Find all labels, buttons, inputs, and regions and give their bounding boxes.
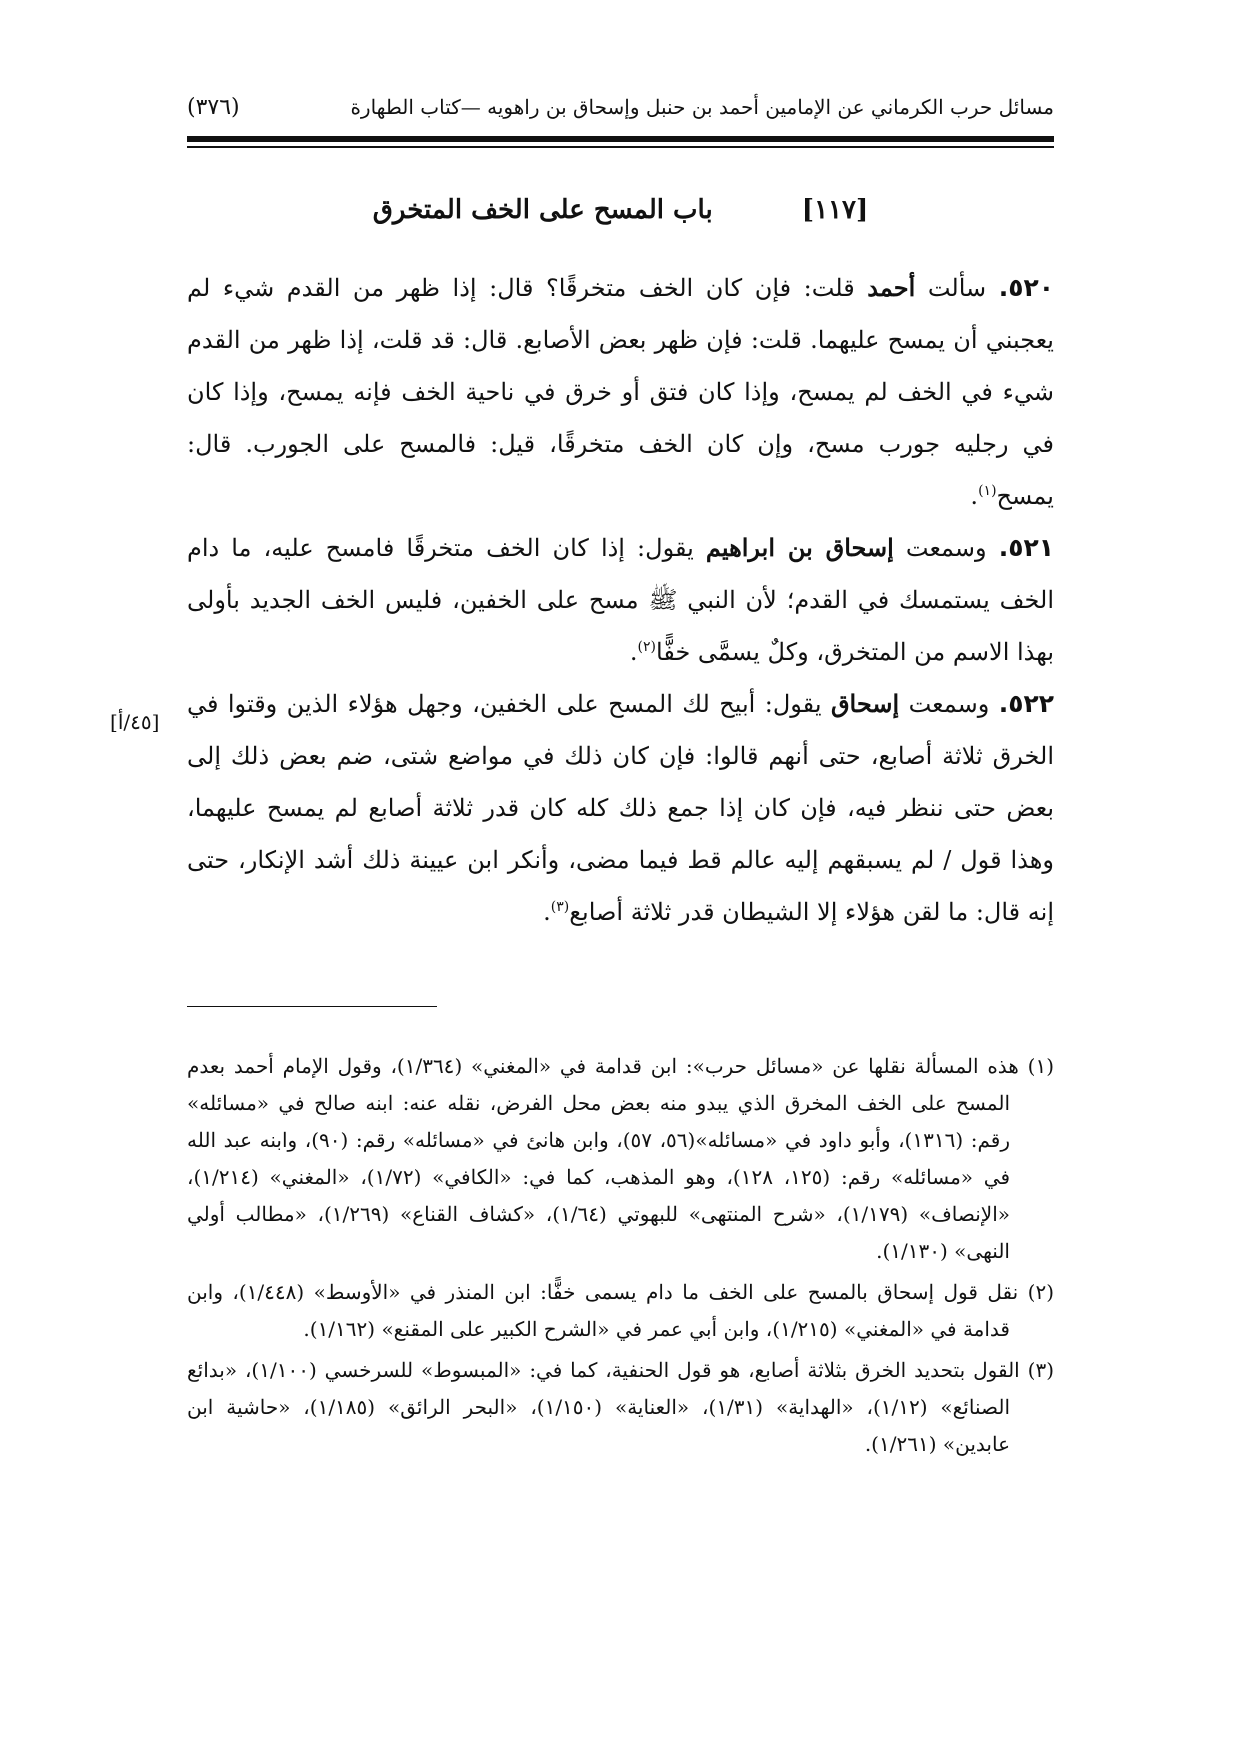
footnotes bbox=[187, 1048, 1054, 1467]
paragraph-text: يقول: أبيح لك المسح على الخفين، وجهل هؤلاء الذين وقتوا في الخرق ثلاثة أصابع، حتى أنهم قالوا: فإن كان ذلك في مواضع شتى، ضم بعض ذلك إلى بعض حتى ننظر فيه، فإن كان إذا جمع ذلك كله كان قدر ثلاثة أصابع لم يمسح عليهما، وهذا قول / لم يسبقهم إليه عالم قط فيما مضى، وأنكر ابن عيينة ذلك أشد الإنكار، حتى إنه قال: ما لقن هؤلاء إلا الشيطان قدر ثلاثة أصابع bbox=[187, 690, 1054, 926]
paragraph-number: ٥٢٢. bbox=[998, 689, 1054, 718]
paragraph-lead: سألت bbox=[927, 274, 987, 302]
paragraph-lead: وسمعت bbox=[908, 690, 990, 718]
page-number: (٣٧٦) bbox=[187, 94, 240, 120]
manuscript-folio-note: [٤٥/أ] bbox=[110, 710, 160, 734]
chapter-heading bbox=[187, 195, 1054, 225]
header-title: مسائل حرب الكرماني عن الإمامين أحمد بن حنبل وإسحاق بن راهويه —كتاب الطهارة bbox=[350, 95, 1054, 119]
paragraph-end: . bbox=[543, 898, 551, 926]
paragraph-end: . bbox=[629, 638, 638, 666]
footnote-ref[interactable]: (٣) bbox=[550, 899, 570, 915]
footnote-separator bbox=[187, 1006, 437, 1007]
paragraph-number: ٥٢١. bbox=[998, 533, 1054, 562]
footnote-ref[interactable]: (١) bbox=[978, 483, 997, 499]
body-text bbox=[187, 262, 1054, 938]
chapter-number: [١١٧] bbox=[801, 195, 869, 225]
paragraph-520 bbox=[187, 262, 1054, 522]
footnote-1: (١) هذه المسألة نقلها عن «مسائل حرب»: ابن قدامة في «المغني» (١/٣٦٤)، وقول الإمام أحمد بعدم المسح على الخف المخرق الذي يبدو منه بعض محل الفرض، نقله عنه: ابنه صالح في «مسائله» رقم: (١٣١٦)، وأبو داود في «مسائله»(٥٦، ٥٧)، وابن هانئ في «مسائله» رقم: (٩٠)، وابنه عبد الله في «مسائله» رقم: (١٢٥، ١٢٨)، وهو المذهب، كما في: «الكافي» (١/٧٢)، «المغني» (١/٢١٤)، «الإنصاف» (١/١٧٩)، «شرح المنتهى» للبهوتي (١/٦٤)، «كشاف القناع» (١/٢٦٩)، «مطالب أولي النهى» (١/١٣٠). bbox=[187, 1054, 1054, 1263]
paragraph-lead: وسمعت bbox=[905, 534, 987, 562]
paragraph-number: ٥٢٠. bbox=[998, 273, 1054, 302]
footnote-2: (٢) نقل قول إسحاق بالمسح على الخف ما دام يسمى خفًّا: ابن المنذر في «الأوسط» (١/٤٤٨)، وابن قدامة في «المغني» (١/٢١٥)، وابن أبي عمر في «الشرح الكبير على المقنع» (١/١٦٢). bbox=[187, 1280, 1054, 1341]
narrator-name: إسحاق bbox=[830, 689, 900, 718]
running-header bbox=[187, 92, 1054, 122]
chapter-title: باب المسح على الخف المتخرق bbox=[372, 195, 713, 225]
header-rule-thick bbox=[187, 136, 1054, 142]
paragraph-text: يقول: إذا كان الخف متخرقًا فامسح عليه، ما دام الخف يستمسك في القدم؛ لأن النبي ﷺ مسح على الخفين، فليس الخف الجديد بأولى بهذا الاسم من المتخرق، وكلٌ يسمَّى خفًّا bbox=[187, 534, 1054, 666]
footnote-3: (٣) القول بتحديد الخرق بثلاثة أصابع، هو قول الحنفية، كما في: «المبسوط» للسرخسي (١/١٠٠)، «بدائع الصنائع» (١/١٢)، «الهداية» (١/٣١)، «العناية» (١/١٥٠)، «البحر الرائق» (١/١٨٥)، «حاشية ابن عابدين» (١/٢٦١). bbox=[187, 1358, 1054, 1456]
header-rule-thin bbox=[187, 146, 1054, 148]
narrator-name: أحمد bbox=[867, 273, 916, 302]
narrator-name: إسحاق بن ابراهيم bbox=[705, 533, 894, 562]
paragraph-end: . bbox=[970, 482, 979, 510]
paragraph-521 bbox=[187, 522, 1054, 678]
paragraph-522 bbox=[187, 678, 1054, 938]
paragraph-text: قلت: فإن كان الخف متخرقًا؟ قال: إذا ظهر من القدم شيء لم يعجبني أن يمسح عليهما. قلت: فإن ظهر بعض الأصابع. قال: قد قلت، إذا ظهر من القدم شيء في الخف لم يمسح، وإذا كان فتق أو خرق في ناحية الخف فإنه يمسح، وإذا كان في رجليه جورب مسح، وإن كان الخف متخرقًا، قيل: فالمسح على الجورب. قال: يمسح bbox=[187, 274, 1054, 510]
footnote-ref[interactable]: (٢) bbox=[637, 639, 656, 655]
